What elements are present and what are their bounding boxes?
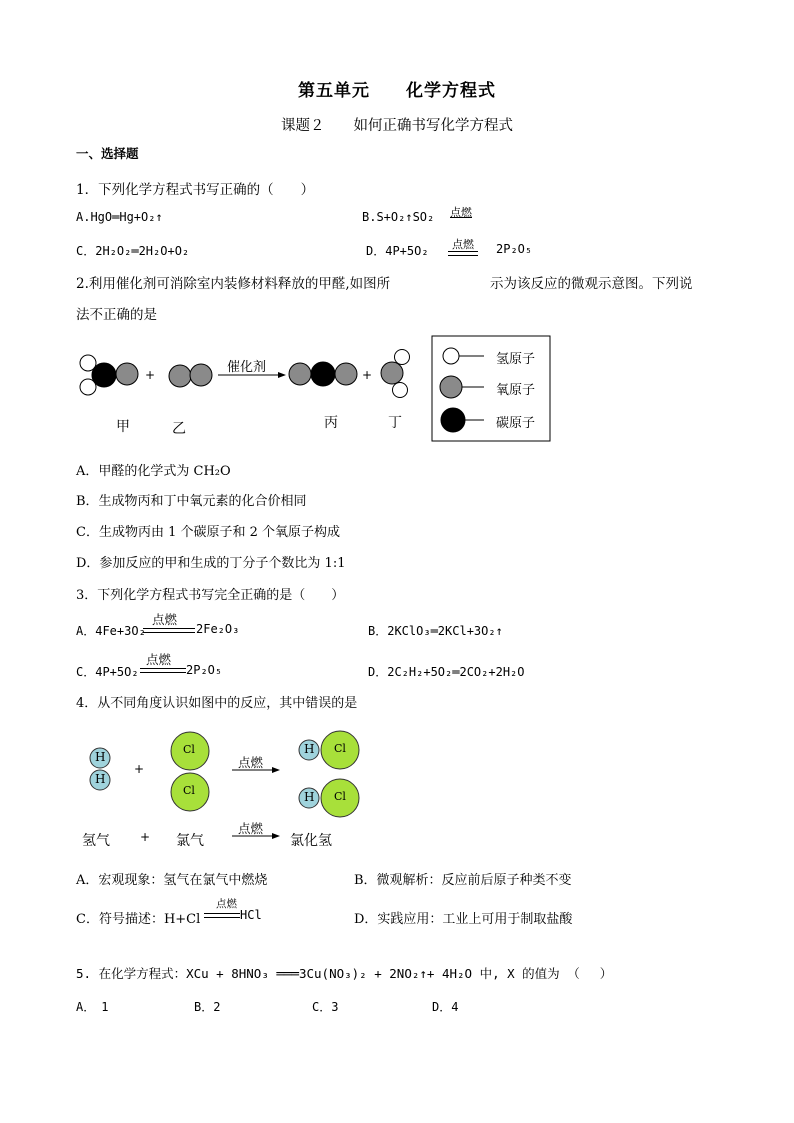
q5-option-b: B．2 [194, 1000, 221, 1014]
h-atom-label: H [95, 750, 106, 764]
q2-option-b: B．生成物丙和丁中氧元素的化合价相同 [76, 494, 307, 509]
word-condition: 点燃 [238, 821, 264, 836]
q2-option-a: A．甲醛的化学式为 CH₂O [76, 464, 231, 479]
q3-option-a-rhs: 2Fe₂O₃ [196, 622, 240, 636]
q3-option-a-condition: 点燃 [152, 612, 178, 627]
q1-option-d-lhs: D．4P+5O₂ [366, 244, 429, 258]
q2-option-d: D．参加反应的甲和生成的丁分子个数比为 1:1 [76, 556, 346, 571]
cl-atom-label: Cl [183, 743, 195, 756]
reaction-condition-label: 点燃 [238, 755, 264, 770]
word-plus: + [140, 830, 151, 844]
q1-option-c: C．2H₂O₂═2H₂O+O₂ [76, 244, 190, 258]
q3-option-c-condition: 点燃 [146, 652, 172, 667]
plus-sign: + [134, 762, 145, 776]
q1-option-b: B.S+O₂↑SO₂ [362, 210, 435, 224]
cl-atom-label: Cl [334, 742, 346, 755]
q5-option-a: A． 1 [76, 1000, 109, 1014]
q3-option-d: D．2C₂H₂+5O₂═2CO₂+2H₂O [368, 665, 525, 679]
q4-option-d: D．实践应用：工业上可用于制取盐酸 [354, 912, 573, 927]
legend-hydrogen: 氢原子 [496, 352, 536, 367]
q1-option-d-rhs: 2P₂O₅ [496, 242, 533, 256]
q4-stem: 4．从不同角度认识如图中的反应，其中错误的是 [76, 696, 358, 711]
q5-option-d: D．4 [432, 1000, 459, 1014]
section-heading: 一、选择题 [76, 146, 139, 161]
q3-option-c-lhs: C．4P+5O₂ [76, 665, 139, 679]
page-subtitle: 课题２ 如何正确书写化学方程式 [281, 118, 513, 134]
label-jia: 甲 [116, 419, 130, 435]
cl-atom-label: Cl [183, 784, 195, 797]
cl-atom-label: Cl [334, 790, 346, 803]
q3-stem: 3．下列化学方程式书写完全正确的是（ ） [76, 588, 345, 603]
q5-stem: 5. 在化学方程式：XCu + 8HNO₃ ═══3Cu(NO₃)₂ + 2NO₂↑+ 4H₂O 中, X 的值为 （ ） [76, 966, 613, 981]
q1-option-a: A.HgO═Hg+O₂↑ [76, 210, 163, 224]
plus-sign: + [145, 368, 156, 382]
catalyst-label: 催化剂 [227, 360, 267, 375]
h-atom-label: H [304, 790, 315, 804]
q1-option-b-condition: 点燃 [450, 206, 472, 219]
label-bing: 丙 [324, 415, 338, 431]
label-ding: 丁 [388, 415, 402, 431]
q2-option-c: C．生成物丙由 1 个碳原子和 2 个氧原子构成 [76, 525, 341, 540]
q3-option-c-rhs: 2P₂O₅ [186, 663, 223, 677]
q1-option-d-condition: 点燃 [452, 238, 474, 251]
q4-option-a: A．宏观现象：氢气在氯气中燃烧 [76, 873, 268, 888]
q2-stem-part2: 示为该反应的微观示意图。下列说 [490, 276, 693, 292]
q4-option-b: B．微观解析：反应前后原子种类不变 [354, 873, 572, 888]
legend-carbon: 碳原子 [496, 416, 536, 431]
q4-option-c-rhs: HCl [240, 908, 262, 922]
q5-option-c: C．3 [312, 1000, 339, 1014]
page-title: 第五单元 化学方程式 [298, 81, 496, 101]
label-yi: 乙 [172, 421, 186, 437]
q4-option-c-lhs: C．符号描述：H+Cl [76, 912, 201, 927]
h-atom-label: H [304, 742, 315, 756]
q3-option-a-lhs: A．4Fe+3O₂ [76, 624, 146, 638]
q3-option-b: B．2KClO₃═2KCl+3O₂↑ [368, 624, 503, 638]
h-atom-label: H [95, 772, 106, 786]
word-hydrogen: 氢气 [82, 833, 110, 849]
word-hydrogen-chloride: 氯化氢 [290, 833, 332, 849]
q1-stem: 1．下列化学方程式书写正确的（ ） [76, 182, 315, 198]
plus-sign: + [362, 368, 373, 382]
q2-stem-line2: 法不正确的是 [76, 307, 157, 323]
q4-option-c-condition: 点燃 [216, 898, 237, 910]
word-chlorine: 氯气 [176, 833, 204, 849]
legend-oxygen: 氧原子 [496, 383, 536, 398]
q4-option-c-equals [204, 913, 240, 918]
q2-stem-part1: 2.利用催化剂可消除室内装修材料释放的甲醛,如图所 [76, 276, 391, 292]
